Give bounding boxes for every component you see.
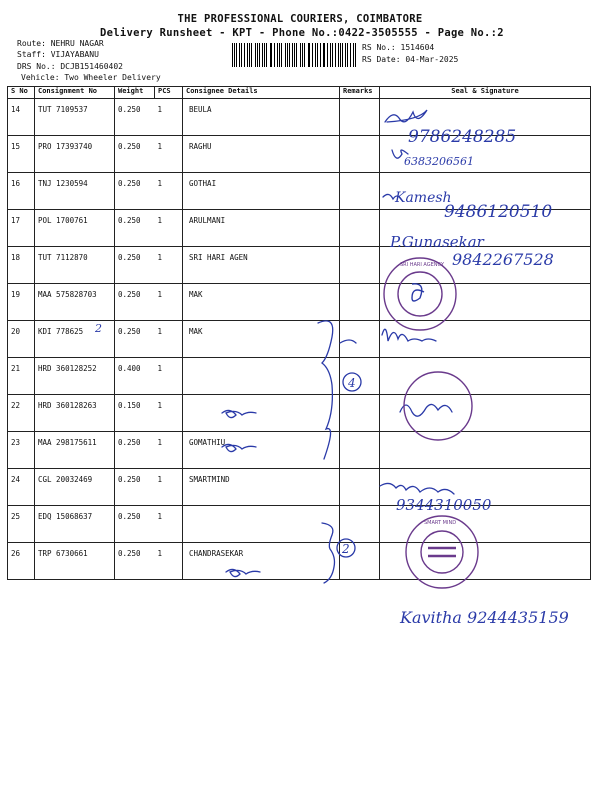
barcode-bar [338,43,339,67]
row-sno: 23 [8,432,35,469]
row-consignment-no: KDI 778625 [35,321,115,358]
barcode-bar [244,43,245,67]
row-pcs: 1 [155,247,183,284]
barcode-bar [255,43,256,67]
row-sno: 19 [8,284,35,321]
barcode-bar [251,43,252,67]
table-row [8,247,591,284]
row-consignment-no: TRP 6730661 [35,543,115,580]
row-weight: 0.250 [115,432,155,469]
row-sno: 16 [8,173,35,210]
table-row [8,395,591,432]
row-sno: 24 [8,469,35,506]
table-header-row [8,87,591,99]
handwritten-name: P.Gunasekar [390,233,484,251]
handwritten-phone: 9344310050 [396,496,492,514]
table-row [8,506,591,543]
runsheet-table [7,86,591,580]
row-seal-signature [380,432,591,469]
row-consignee [183,358,340,395]
drs-number: DRS No.: DCJB151460402 [17,62,123,71]
barcode-bar [262,43,263,67]
col-header-consignee: Consignee Details [183,87,340,99]
barcode-bar [271,43,272,67]
handwritten-phone: 6383206561 [404,155,474,168]
row-sno: 22 [8,395,35,432]
row-consignment-no: HRD 360128252 [35,358,115,395]
row-remarks [340,136,380,173]
row-seal-signature [380,469,591,506]
row-sno: 18 [8,247,35,284]
row-pcs: 1 [155,432,183,469]
handwritten-phone: 9842267528 [452,250,554,269]
table-row [8,543,591,580]
row-pcs: 1 [155,136,183,173]
table-row [8,284,591,321]
row-sno: 21 [8,358,35,395]
route-label: Route: NEHRU NAGAR [17,39,104,48]
row-remarks [340,321,380,358]
table-row [8,432,591,469]
barcode-bar [324,43,325,67]
row-seal-signature [380,543,591,580]
barcode-bar [332,43,333,67]
handwritten-mark: 2 [95,322,102,335]
row-seal-signature [380,506,591,543]
row-pcs: 1 [155,284,183,321]
row-remarks [340,469,380,506]
row-weight: 0.250 [115,99,155,136]
barcode [232,43,357,67]
row-consignee [183,506,340,543]
row-remarks [340,432,380,469]
row-remarks [340,210,380,247]
row-pcs: 1 [155,358,183,395]
row-weight: 0.250 [115,210,155,247]
row-pcs: 1 [155,210,183,247]
col-header-pcs: PCS [155,87,183,99]
table-row [8,358,591,395]
barcode-bar [285,43,286,67]
row-consignee: SMARTMIND [183,469,340,506]
barcode-bar [266,43,267,67]
row-seal-signature [380,247,591,284]
row-remarks [340,506,380,543]
runsheet-subtitle: Delivery Runsheet - KPT - Phone No.:0422-3505555 - Page No.:2 [100,27,504,39]
barcode-bar [296,43,297,67]
vehicle-label: Vehicle: Two Wheeler Delivery [21,73,161,82]
table-row [8,469,591,506]
row-seal-signature [380,210,591,247]
row-weight: 0.400 [115,358,155,395]
row-sno: 25 [8,506,35,543]
stamp-text: SRI HARI AGENCY [400,262,444,268]
row-sno: 26 [8,543,35,580]
row-seal-signature [380,321,591,358]
row-weight: 0.250 [115,173,155,210]
company-title: THE PROFESSIONAL COURIERS, COIMBATORE [177,13,423,25]
row-consignment-no: CGL 20032469 [35,469,115,506]
row-consignment-no: MAA 298175611 [35,432,115,469]
row-weight: 0.250 [115,321,155,358]
row-sno: 15 [8,136,35,173]
barcode-bar [315,43,316,67]
row-weight: 0.250 [115,284,155,321]
circled-count-label: 4 [348,376,356,390]
row-remarks [340,358,380,395]
rs-date: RS Date: 04-Mar-2025 [362,55,459,64]
row-seal-signature [380,284,591,321]
row-pcs: 1 [155,469,183,506]
row-sno: 14 [8,99,35,136]
row-consignee: MAK [183,321,340,358]
row-remarks [340,543,380,580]
row-sno: 17 [8,210,35,247]
table-row [8,321,591,358]
row-remarks [340,284,380,321]
row-weight: 0.250 [115,543,155,580]
row-consignee: CHANDRASEKAR [183,543,340,580]
row-weight: 0.250 [115,469,155,506]
barcode-bar [347,43,348,67]
row-remarks [340,173,380,210]
barcode-bar [308,43,309,67]
row-pcs: 1 [155,543,183,580]
staff-label: Staff: VIJAYABANU [17,50,99,59]
barcode-bar [345,43,346,67]
row-pcs: 1 [155,173,183,210]
row-weight: 0.150 [115,395,155,432]
col-header-sno: S No [8,87,35,99]
row-consignee: GOTHAI [183,173,340,210]
stamp-text: SMART MIND [424,520,457,526]
barcode-bar [239,43,240,67]
handwritten-name-phone: Kavitha 9244435159 [400,608,569,627]
row-seal-signature [380,173,591,210]
circled-count-label: 2 [342,542,350,556]
barcode-bar [279,43,280,67]
row-consignment-no: HRD 360128263 [35,395,115,432]
row-consignment-no: EDQ 15068637 [35,506,115,543]
row-consignment-no: TUT 7112870 [35,247,115,284]
row-weight: 0.250 [115,136,155,173]
table-row [8,210,591,247]
barcode-bar [317,43,318,67]
row-consignee: BEULA [183,99,340,136]
col-header-consignment: Consignment No [35,87,115,99]
row-consignee: SRI HARI AGEN [183,247,340,284]
row-consignment-no: POL 1700761 [35,210,115,247]
handwritten-phone: 9786248285 [408,127,517,147]
barcode-bar [292,43,293,67]
handwritten-name: Kamesh [395,190,452,206]
barcode-bar [300,43,301,67]
row-pcs: 1 [155,321,183,358]
col-header-seal: Seal & Signature [380,87,591,99]
row-weight: 0.250 [115,506,155,543]
col-header-remarks: Remarks [340,87,380,99]
rs-number: RS No.: 1514604 [362,43,435,52]
barcode-bar [353,43,354,67]
row-remarks [340,99,380,136]
row-remarks [340,395,380,432]
handwritten-phone: 9486120510 [444,202,553,222]
row-consignee: RAGHU [183,136,340,173]
row-consignee: ARULMANI [183,210,340,247]
row-consignee [183,395,340,432]
barcode-bar [232,43,233,67]
row-seal-signature [380,358,591,395]
row-consignment-no: PRO 17393740 [35,136,115,173]
row-consignment-no: TUT 7109537 [35,99,115,136]
row-remarks [340,247,380,284]
row-seal-signature [380,99,591,136]
row-seal-signature [380,395,591,432]
table-row [8,99,591,136]
table-row [8,136,591,173]
row-consignment-no: TNJ 1230594 [35,173,115,210]
table-row [8,173,591,210]
row-weight: 0.250 [115,247,155,284]
row-consignee: GOMATHIU [183,432,340,469]
row-pcs: 1 [155,99,183,136]
col-header-weight: Weight [115,87,155,99]
row-consignee: MAK [183,284,340,321]
row-consignment-no: MAA 575828703 [35,284,115,321]
row-pcs: 1 [155,395,183,432]
row-seal-signature [380,136,591,173]
row-pcs: 1 [155,506,183,543]
row-sno: 20 [8,321,35,358]
